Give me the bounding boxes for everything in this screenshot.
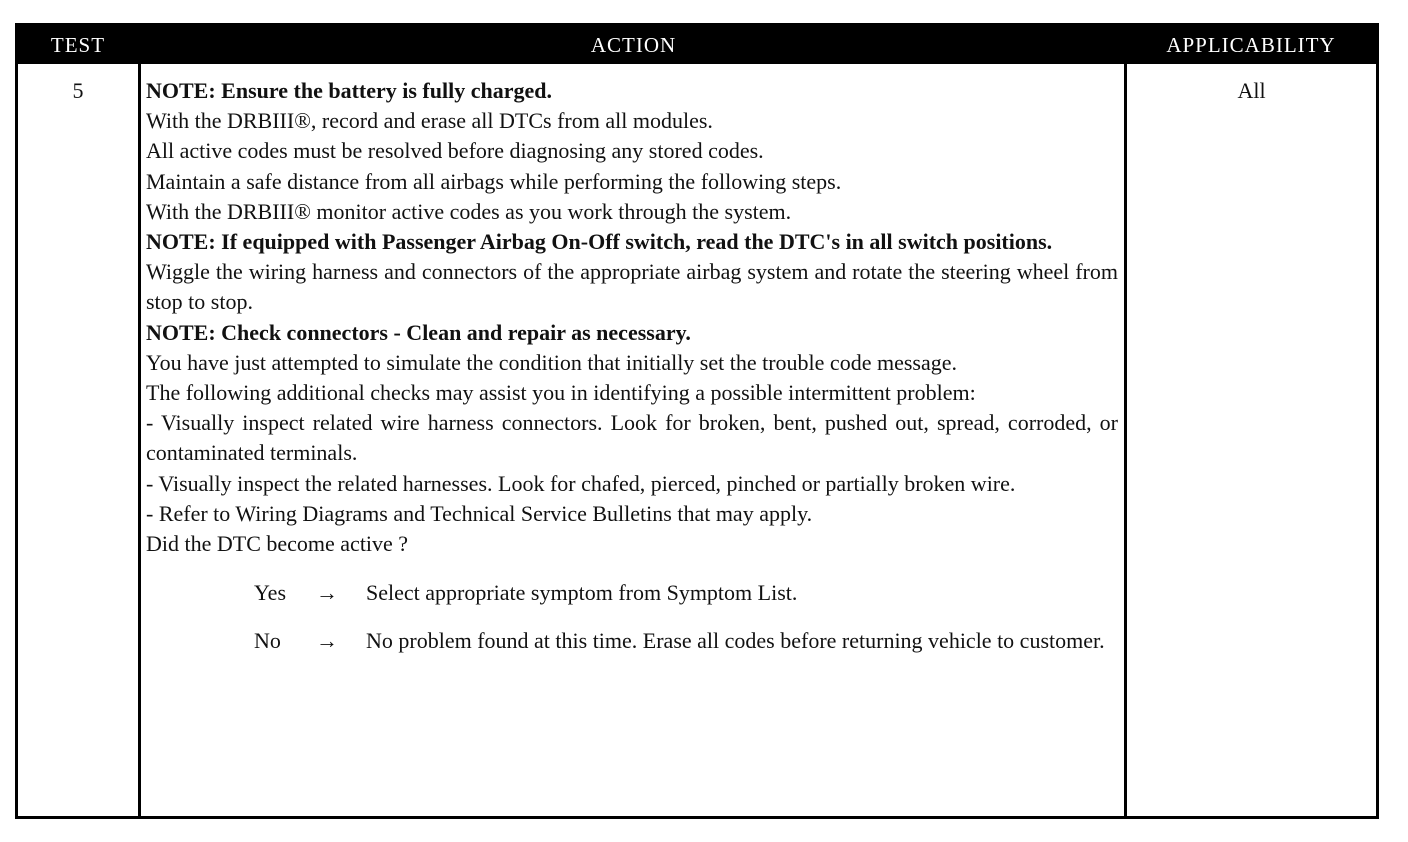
answer-no [254, 626, 1118, 656]
header-test: TEST [50, 33, 106, 57]
answer-yes [254, 578, 1118, 608]
note-connectors: NOTE: Check connectors - Clean and repair as necessary. [146, 319, 691, 345]
action-line: The following additional checks may assist you in identifying a possible intermittent problem: [146, 380, 976, 406]
answer-label: Yes [254, 580, 287, 606]
action-line: With the DRBIII® monitor active codes as you work through the system. [146, 198, 792, 224]
action-line: - Refer to Wiring Diagrams and Technical Service Bulletins that may apply. [146, 500, 813, 526]
note-switch: NOTE: If equipped with Passenger Airbag On-Off switch, read the DTC's in all switch positions. [146, 229, 1053, 255]
answers [146, 578, 1118, 656]
answer-text: No problem found at this time. Erase all codes before returning vehicle to customer. [366, 628, 1105, 654]
header-applicability: APPLICABILITY [1166, 33, 1336, 57]
action-line: - Visually inspect the related harnesses. Look for chafed, pierced, pinched or partially broken wire. [146, 470, 1016, 496]
action-line: - Visually inspect related wire harness connectors. Look for broken, bent, pushed out, spread, corroded, or contaminated terminals. [146, 410, 1118, 466]
action-line: With the DRBIII®, record and erase all DTCs from all modules. [146, 108, 713, 134]
arrow-right-icon: → [316, 628, 338, 654]
arrow-right-icon: → [316, 580, 338, 606]
action-line: Wiggle the wiring harness and connectors of the appropriate airbag system and rotate the steering wheel from stop to stop. [146, 259, 1118, 315]
header-action: ACTION [590, 33, 677, 57]
action-cell [146, 76, 1118, 675]
answer-text: Select appropriate symptom from Symptom List. [366, 580, 798, 606]
test-number: 5 [72, 78, 84, 103]
question: Did the DTC become active ? [146, 531, 409, 557]
applicability-value: All [1237, 78, 1266, 103]
action-line: You have just attempted to simulate the condition that initially set the trouble code message. [146, 349, 957, 375]
answer-label: No [254, 628, 281, 654]
table-header [18, 26, 1376, 64]
note-battery: NOTE: Ensure the battery is fully charged. [146, 78, 552, 103]
diagnostic-test-table [15, 23, 1379, 819]
action-line: All active codes must be resolved before diagnosing any stored codes. [146, 138, 764, 164]
action-line: Maintain a safe distance from all airbags while performing the following steps. [146, 168, 842, 194]
table-row [18, 64, 1376, 816]
